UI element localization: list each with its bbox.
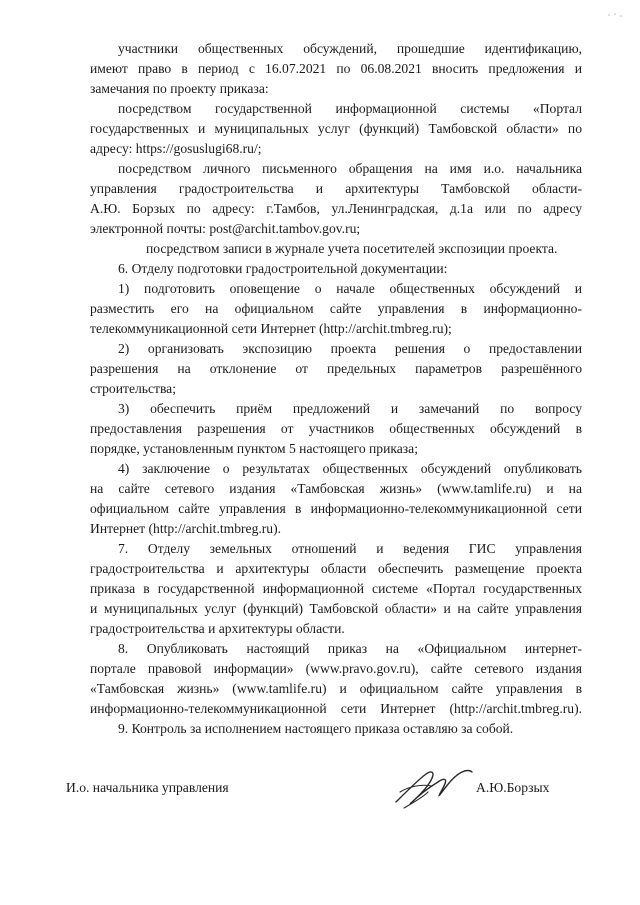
text-line: телекоммуникационной сети Интернет (http://archit.tmbreg.ru); [90, 321, 452, 336]
handwritten-signature [392, 762, 474, 814]
text-line: 8. Опубликовать настоящий приказ на «Официальном интернет- [118, 641, 582, 656]
text-line: посредством личного письменного обращения на имя и.о. начальника [118, 161, 582, 176]
signatory-name: А.Ю.Борзых [476, 780, 550, 795]
text-line: строительства; [90, 381, 176, 396]
text-line: 3) обеспечить приём предложений и замечаний по вопросу [118, 401, 582, 416]
text-line: разместить его на официальном сайте управления в информационно- [90, 301, 582, 316]
text-line: градостроительства и архитектуры области обеспечить размещение проекта [90, 561, 582, 576]
text-line: замечания по проекту приказа: [90, 81, 269, 96]
text-line: А.Ю. Борзых по адресу: г.Тамбов, ул.Ленинградская, д.1а или по адресу [90, 201, 582, 216]
text-line: электронной почты: post@archit.tambov.gov.ru; [90, 221, 361, 236]
text-line: Интернет (http://archit.tmbreg.ru). [90, 521, 282, 536]
text-line: информационно-телекоммуникационной сети Интернет (http://archit.tmbreg.ru). [90, 701, 582, 716]
text-line: 1) подготовить оповещение о начале общественных обсуждений и [118, 281, 582, 296]
text-line: и муниципальных услуг (функций) Тамбовской области» и на сайте управления [90, 601, 582, 616]
text-line: на сайте сетевого издания «Тамбовская жизнь» (www.tamlife.ru) и на [90, 481, 582, 496]
text-line: государственных и муниципальных услуг (функций) Тамбовской области» по [90, 121, 582, 136]
text-line: участники общественных обсуждений, прошедшие идентификацию, [118, 41, 582, 56]
text-line: посредством записи в журнале учета посетителей экспозиции проекта. [146, 241, 558, 256]
text-line: приказа в государственной информационной системе «Портал государственных [90, 581, 582, 596]
text-line: предоставления разрешения от участников общественных обсуждений в [90, 421, 582, 436]
text-line: 7. Отделу земельных отношений и ведения ГИС управления [118, 541, 582, 556]
text-line: 2) организовать экспозицию проекта решения о предоставлении [118, 341, 582, 356]
text-line: разрешения на отклонение от предельных параметров разрешённого [90, 361, 582, 376]
text-line: имеют право в период с 16.07.2021 по 06.08.2021 вносить предложения и [90, 61, 582, 76]
text-line: 9. Контроль за исполнением настоящего приказа оставляю за собой. [118, 721, 514, 736]
text-line: управления градостроительства и архитектуры Тамбовской области- [90, 181, 582, 196]
scan-artifact-mark [606, 10, 626, 20]
text-line: адресу: https://gosuslugi68.ru/; [90, 141, 262, 156]
text-line: 6. Отделу подготовки градостроительной документации: [118, 261, 448, 276]
text-line: 4) заключение о результатах общественных обсуждений опубликовать [118, 461, 582, 476]
text-line: градостроительства и архитектуры области. [90, 621, 345, 636]
text-line: официальном сайте управления в информационно-телекоммуникационной сети [90, 501, 582, 516]
text-line: посредством государственной информационной системы «Портал [118, 101, 582, 116]
text-line: «Тамбовская жизнь» (www.tamlife.ru) и официальном сайте управления в [90, 681, 582, 696]
text-line: порядке, установленным пунктом 5 настоящего приказа; [90, 441, 418, 456]
signatory-position: И.о. начальника управления [66, 780, 229, 795]
text-line: портале правовой информации» (www.pravo.gov.ru), сайте сетевого издания [90, 661, 582, 676]
